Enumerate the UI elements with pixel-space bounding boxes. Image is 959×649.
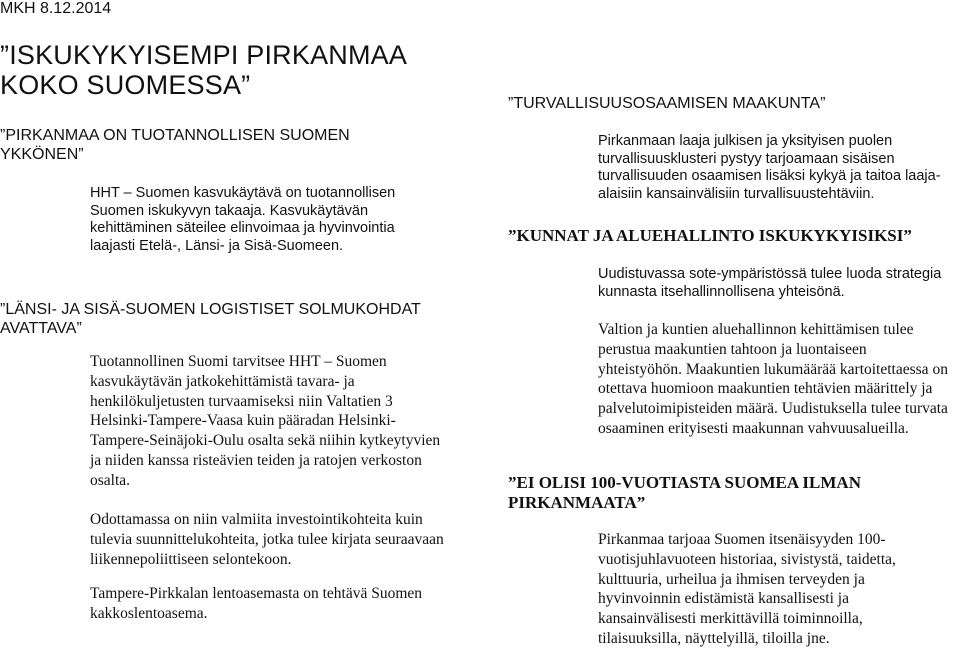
section-text-industrial: HHT – Suomen kasvukäytävä on tuotannollisen Suomen iskukyvyn takaaja. Kasvukäytävän kehittäminen säteilee elinvoimaa ja hyvinvointia laajasti Etelä-, Länsi- ja Sisä-Suomeen. — [90, 185, 396, 254]
main-title: ”ISKUKYKYISEMPI PIRKANMAA KOKO SUOMESSA” — [0, 40, 406, 100]
section-heading-centenary: ”EI OLISI 100-VUOTIASTA SUOMEA ILMAN PIRKANMAATA” — [508, 473, 861, 512]
section-heading-logistics: ”LÄNSI- JA SISÄ-SUOMEN LOGISTISET SOLMUKOHDAT AVATTAVA” — [0, 301, 421, 337]
section-heading-security: ”TURVALLISUUSOSAAMISEN MAAKUNTA” — [508, 95, 826, 112]
section-heading-municipalities: ”KUNNAT JA ALUEHALLINTO ISKUKYKYISIKSI” — [508, 226, 912, 245]
section-text-centenary: Pirkanmaa tarjoaa Suomen itsenäisyyden 100-vuotisjuhlavuoteen historiaa, sivistystä, taidetta, kulttuuria, urheilua ja ihmisen terveyden ja hyvinvoinnin edistämistä kansallisesti ja kansainvälisesti merkittävillä toiminnoilla, tilaisuuksilla, näyttelyillä, tiloilla jne. — [598, 531, 896, 647]
section-text-security: Pirkanmaan laaja julkisen ja yksityisen puolen turvallisuusklusteri pystyy tarjoamaan sisäisen turvallisuuden osaamisen lisäksi kykyä ja taitoa laaja-alaisiin kansainvälisiin turvallisuustehtäviin. — [598, 133, 941, 202]
document-date: MKH 8.12.2014 — [0, 0, 112, 17]
section-text-logistics-2: Odottamassa on niin valmiita investointikohteita kuin tulevia suunnittelukohteita, jotka tulee kirjata seuraavaan liikennepoliittiseen selontekoon. — [90, 511, 444, 568]
section-text-municipalities-2: Valtion ja kuntien aluehallinnon kehittämisen tulee perustua maakuntien tahtoon ja luontaiseen yhteistyöhön. Maakuntien lukumäärää kartoitettaessa on otettava huomioon maakuntien tehtävien määrittely ja palvelutoimipisteiden määrä. Uudistuksella tulee turvata osaaminen erityisesti maakunnan vahvuusalueilla. — [598, 321, 948, 437]
section-text-logistics-3: Tampere-Pirkkalan lentoasemasta on tehtävä Suomen kakkoslentoasema. — [90, 585, 423, 622]
section-text-logistics-1: Tuotannollinen Suomi tarvitsee HHT – Suomen kasvukäytävän jatkokehittämistä tavara- ja henkilökuljetusten turvaamiseksi niin Valtatien 3 Helsinki-Tampere-Vaasa kuin pääradan Helsinki-Tampere-Seinäjoki-Oulu osalta sekä niihin kytkeytyvien ja niiden kanssa risteävien teiden ja ratojen verkoston osalta. — [90, 353, 441, 489]
section-heading-industrial: ”PIRKANMAA ON TUOTANNOLLISEN SUOMEN YKKÖNEN” — [0, 127, 350, 163]
section-text-municipalities-1: Uudistuvassa sote-ympäristössä tulee luoda strategia kunnasta itsehallinnollisena yhteisönä. — [598, 266, 942, 300]
